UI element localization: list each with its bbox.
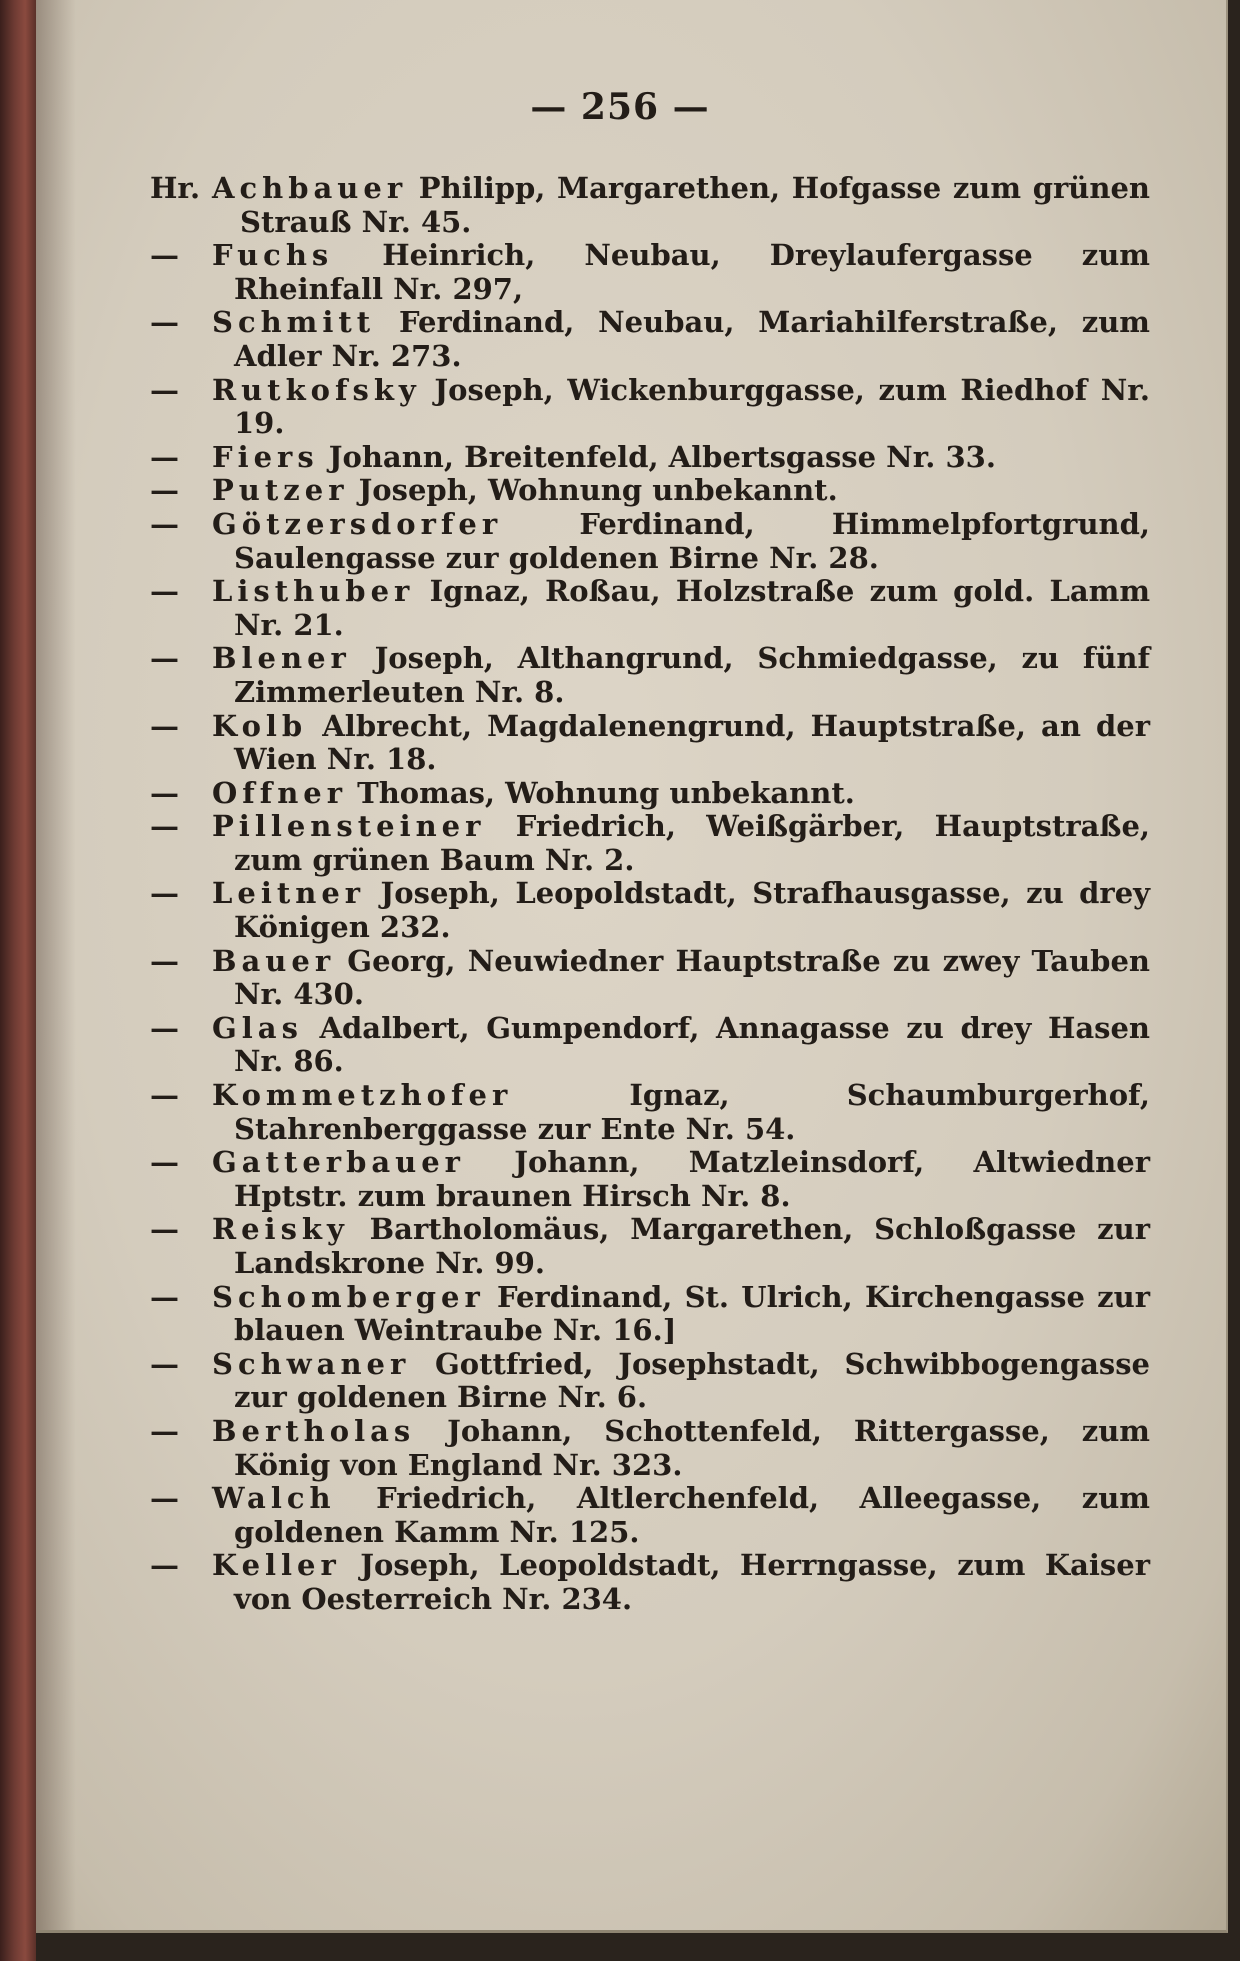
entry-surname: Leitner	[212, 876, 366, 911]
book-binding-edge	[0, 0, 36, 1961]
entry-details: Ferdinand, Himmelpfortgrund, Saulengasse zur goldenen Birne Nr. 28.	[234, 506, 1150, 575]
entry-lead: —	[150, 943, 179, 978]
entry-lead: —	[150, 1010, 179, 1045]
entry-surname: Kolb	[212, 708, 308, 743]
list-item	[150, 810, 1150, 877]
entry-details: Georg, Neuwiedner Hauptstraße zu zwey Tauben Nr. 430.	[234, 943, 1150, 1012]
entry-lead: —	[150, 238, 179, 273]
list-item	[150, 1012, 1150, 1079]
entry-list	[150, 172, 1150, 1617]
entry-details: Ferdinand, Neubau, Mariahilferstraße, zum Adler Nr. 273.	[234, 305, 1150, 373]
entry-lead: —	[150, 1413, 179, 1448]
entry-lead: —	[150, 1481, 179, 1516]
entry-details: Bartholomäus, Margarethen, Schloßgasse zur Landskrone Nr. 99.	[234, 1212, 1150, 1280]
list-item	[150, 1549, 1150, 1616]
list-item	[150, 1079, 1150, 1146]
entry-lead: —	[150, 506, 179, 541]
entry-lead: —	[150, 1346, 179, 1381]
entry-lead: —	[150, 1548, 179, 1583]
entry-surname: Schomberger	[212, 1279, 485, 1314]
entry-surname: Blener	[212, 641, 351, 676]
page-number: — 256 —	[530, 86, 710, 128]
entry-surname: Bertholas	[212, 1413, 416, 1448]
entry-surname: Kommetzhofer	[212, 1078, 513, 1113]
entry-details: Ignaz, Schaumburgerhof, Stahrenberggasse zur Ente Nr. 54.	[234, 1078, 1150, 1146]
entry-surname: Schwaner	[212, 1346, 411, 1381]
entry-lead: —	[150, 574, 179, 609]
entry-lead: —	[150, 1145, 179, 1180]
list-item	[150, 710, 1150, 777]
entry-surname: Walch	[212, 1481, 336, 1516]
entry-details: Thomas, Wohnung unbekannt.	[347, 775, 855, 810]
entry-surname: Pillensteiner	[212, 809, 486, 844]
list-item	[150, 642, 1150, 709]
entry-details: Ferdinand, St. Ulrich, Kirchengasse zur blauen Weintraube Nr. 16.]	[234, 1279, 1150, 1348]
entry-lead: —	[150, 809, 179, 844]
list-item	[150, 945, 1150, 1012]
entry-surname: Götzersdorfer	[212, 506, 503, 541]
entry-surname: Offner	[212, 775, 348, 810]
entry-lead: —	[150, 1279, 179, 1314]
entry-details: Friedrich, Weißgärber, Hauptstraße, zum grünen Baum Nr. 2.	[234, 809, 1150, 877]
entry-details: Gottfried, Josephstadt, Schwibbogengasse zur goldenen Birne Nr. 6.	[234, 1346, 1150, 1415]
entry-details: Johann, Breitenfeld, Albertsgasse Nr. 33.	[318, 439, 996, 474]
entry-details: Heinrich, Neubau, Dreylaufergasse zum Rheinfall Nr. 297,	[234, 238, 1150, 306]
entry-lead: —	[150, 1212, 179, 1247]
list-item	[150, 1348, 1150, 1415]
entry-lead: —	[150, 1078, 179, 1113]
entry-details: Johann, Matzleinsdorf, Altwiedner Hptstr. zum braunen Hirsch Nr. 8.	[234, 1145, 1150, 1213]
list-item	[150, 172, 1150, 239]
list-item	[150, 575, 1150, 642]
entry-lead: —	[150, 708, 179, 743]
entry-lead: —	[150, 372, 179, 407]
list-item	[150, 374, 1150, 441]
entry-surname: Glas	[212, 1010, 303, 1045]
entry-lead: —	[150, 876, 179, 911]
entry-surname: Bauer	[212, 943, 336, 978]
list-item	[150, 1415, 1150, 1482]
list-item	[150, 441, 1150, 475]
entry-surname: Schmitt	[212, 305, 376, 340]
entry-surname: Listhuber	[212, 574, 415, 609]
list-item	[150, 877, 1150, 944]
entry-details: Adalbert, Gumpendorf, Annagasse zu drey Hasen Nr. 86.	[234, 1010, 1150, 1079]
list-item	[150, 239, 1150, 306]
entry-lead: —	[150, 775, 179, 810]
entry-details: Philipp, Margarethen, Hofgasse zum grünen Strauß Nr. 45.	[240, 171, 1150, 239]
entry-details: Albrecht, Magdalenengrund, Hauptstraße, an der Wien Nr. 18.	[234, 708, 1150, 777]
entry-details: Joseph, Althangrund, Schmiedgasse, zu fünf Zimmerleuten Nr. 8.	[234, 641, 1150, 709]
entry-details: Friedrich, Altlerchenfeld, Alleegasse, zum goldenen Kamm Nr. 125.	[234, 1481, 1150, 1549]
entry-details: Joseph, Wohnung unbekannt.	[348, 473, 838, 508]
entry-details: Ignaz, Roßau, Holzstraße zum gold. Lamm Nr. 21.	[234, 574, 1150, 642]
entry-lead: Hr.	[150, 171, 201, 205]
list-item	[150, 306, 1150, 373]
list-item	[150, 1482, 1150, 1549]
gutter-shadow	[36, 0, 76, 1930]
list-item	[150, 1146, 1150, 1213]
entry-surname: Achbauer	[212, 171, 408, 205]
list-item	[150, 474, 1150, 508]
entry-surname: Putzer	[212, 473, 349, 508]
list-item	[150, 1281, 1150, 1348]
entry-lead: —	[150, 305, 179, 340]
entry-surname: Fuchs	[212, 238, 334, 273]
entry-details: Joseph, Leopoldstadt, Herrngasse, zum Kaiser von Oesterreich Nr. 234.	[234, 1548, 1150, 1616]
list-item	[150, 508, 1150, 575]
entry-lead: —	[150, 641, 179, 676]
entry-lead: —	[150, 473, 179, 508]
entry-lead: —	[150, 439, 179, 474]
entry-surname: Keller	[212, 1548, 341, 1583]
entry-details: Joseph, Leopoldstadt, Strafhausgasse, zu drey Königen 232.	[234, 876, 1150, 945]
list-item	[150, 777, 1150, 811]
list-item	[150, 1213, 1150, 1280]
entry-surname: Fiers	[212, 439, 319, 474]
entry-surname: Reisky	[212, 1212, 349, 1247]
entry-surname: Gatterbauer	[212, 1145, 465, 1180]
entry-surname: Rutkofsky	[212, 372, 421, 407]
entry-details: Johann, Schottenfeld, Rittergasse, zum König von England Nr. 323.	[234, 1413, 1150, 1482]
entry-details: Joseph, Wickenburggasse, zum Riedhof Nr. 19.	[234, 372, 1150, 441]
